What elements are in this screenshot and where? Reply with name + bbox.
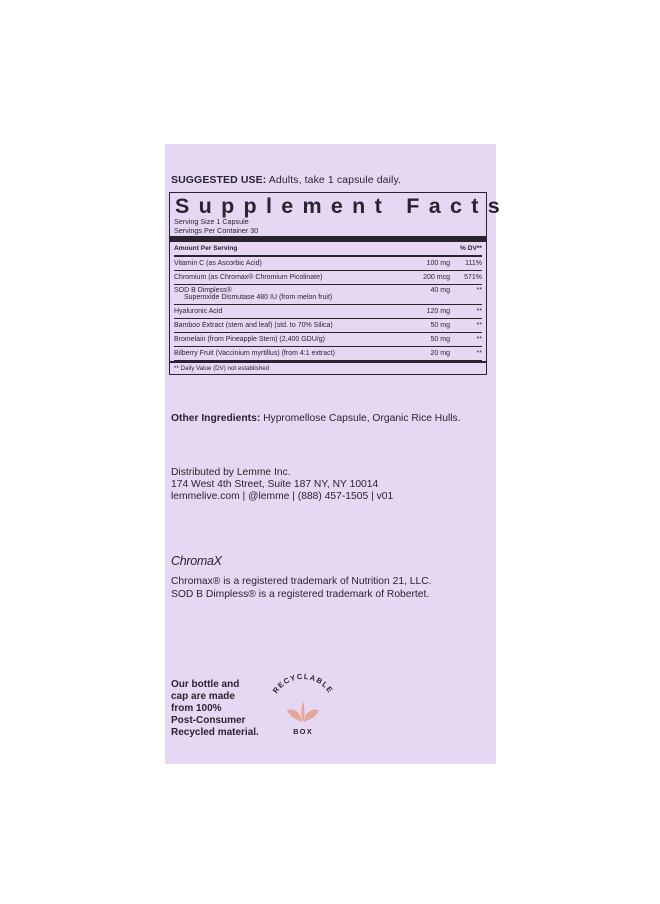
facts-row	[174, 285, 482, 305]
facts-header	[174, 242, 482, 257]
distributor-info	[171, 467, 393, 504]
facts-row	[174, 305, 482, 319]
other-ingredients-label: Other Ingredients:	[171, 413, 261, 424]
other-ingredients	[171, 413, 461, 424]
suggested-use	[171, 174, 401, 186]
ingredient-name	[174, 308, 390, 315]
dv-footnote: ** Daily Value (DV) not established	[170, 361, 486, 372]
ingredient-dv: **	[476, 287, 482, 294]
ingredient-amount: 100 mg	[426, 260, 450, 267]
recycle-line: from 100%	[171, 703, 222, 714]
trademark-notice	[171, 575, 432, 601]
facts-row	[174, 347, 482, 361]
ingredient-dv: 571%	[464, 274, 482, 281]
trademark-line-chromax: Chromax® is a registered trademark of Nutrition 21, LLC.	[171, 576, 432, 587]
ingredient-amount: 200 mcg	[423, 274, 450, 281]
ingredient-label: SOD B Dimpless®	[174, 287, 232, 294]
ingredient-label: Bamboo Extract (stem and leaf) (std. to 70% Silica)	[174, 322, 333, 329]
dv-header: % DV**	[460, 245, 482, 252]
ingredient-label: Bromelain (from Pineapple Stem) (2,400 GDU/g)	[174, 336, 325, 343]
supplement-facts-title: Supplement Facts	[175, 194, 509, 218]
facts-row	[174, 257, 482, 271]
ingredient-name	[174, 350, 390, 357]
ingredient-dv: **	[476, 350, 482, 357]
recycle-line: cap are made	[171, 691, 235, 702]
ingredient-name	[174, 322, 390, 329]
amount-per-serving-header: Amount Per Serving	[174, 245, 238, 252]
ingredient-name	[174, 287, 390, 301]
supplement-facts-box	[169, 192, 509, 375]
trademark-line-sod: SOD B Dimpless® is a registered trademark of Robertet.	[171, 589, 430, 600]
ingredient-label: Vitamin C (as Ascorbic Acid)	[174, 260, 262, 267]
recycle-line: Post-Consumer	[171, 715, 246, 726]
ingredient-sub-label: Superoxide Dismutase 480 IU (from melon fruit)	[184, 294, 333, 301]
badge-bottom-text: BOX	[293, 727, 313, 736]
facts-row	[174, 271, 482, 285]
address-line: 174 West 4th Street, Suite 187 NY, NY 10014	[171, 479, 379, 491]
ingredient-name	[174, 336, 390, 343]
ingredient-dv: 111%	[465, 260, 482, 267]
ingredient-label: Chromium (as Chromax® Chromium Picolinate)	[174, 274, 323, 281]
ingredient-amount: 120 mg	[426, 308, 450, 315]
chromax-logo: ChromaX	[171, 554, 222, 568]
recycled-material-notice	[171, 679, 259, 739]
ingredient-amount: 20 mg	[430, 350, 450, 357]
suggested-use-text: Adults, take 1 capsule daily.	[268, 174, 402, 186]
recycle-line: Recycled material.	[171, 727, 259, 738]
ingredient-dv: **	[476, 308, 482, 315]
contact-line: lemmelive.com | @lemme | (888) 457-1505 | v01	[171, 491, 394, 503]
facts-rows	[174, 257, 482, 361]
ingredient-amount: 40 mg	[430, 287, 450, 294]
badge-top-textpath: RECYCLABLE	[270, 671, 336, 695]
ingredient-label: Hyaluronic Acid	[174, 308, 223, 315]
ingredient-name	[174, 274, 390, 281]
servings-per-container: Servings Per Container 30	[174, 225, 259, 235]
recyclable-box-badge	[258, 670, 348, 738]
leaf-icon	[287, 700, 319, 722]
distributor-line: Distributed by Lemme Inc.	[171, 467, 291, 478]
ingredient-amount: 50 mg	[430, 336, 450, 343]
facts-row	[174, 333, 482, 347]
ingredient-dv: **	[476, 322, 482, 329]
other-ingredients-text: Hypromellose Capsule, Organic Rice Hulls.	[263, 413, 461, 424]
facts-row	[174, 319, 482, 333]
badge-top-text	[271, 672, 335, 695]
ingredient-dv: **	[476, 336, 482, 343]
ingredient-amount: 50 mg	[430, 322, 450, 329]
ingredient-name	[174, 260, 390, 267]
recycle-line: Our bottle and	[171, 679, 240, 690]
ingredient-label: Bilberry Fruit (Vaccinium myrtillus) (from 4:1 extract)	[174, 350, 335, 357]
serving-size: Serving Size 1 Capsule	[174, 217, 249, 226]
suggested-use-label: SUGGESTED USE:	[171, 174, 267, 186]
